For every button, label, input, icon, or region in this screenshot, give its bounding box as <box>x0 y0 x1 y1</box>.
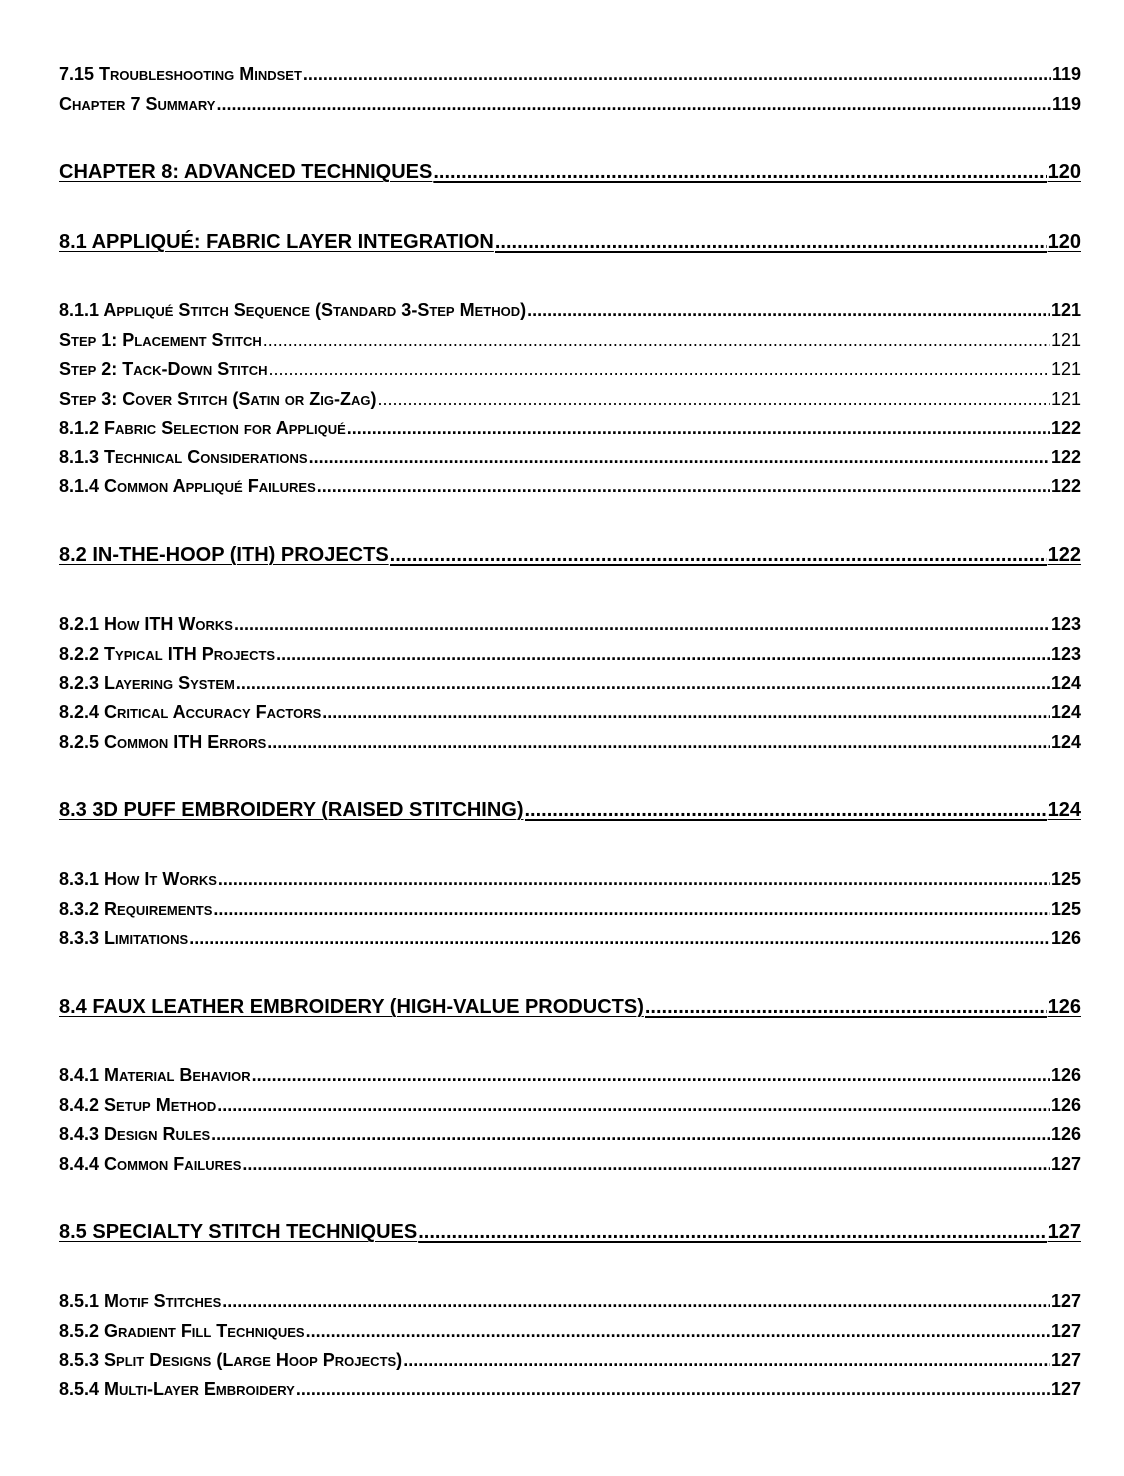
toc-entry-title: 8.5.4 Multi-Layer Embroidery <box>59 1379 295 1399</box>
toc-entry-title: 8.5.3 Split Designs (Large Hoop Projects) <box>59 1350 403 1370</box>
toc-entry <box>59 897 1081 921</box>
toc-dot-leader <box>296 1377 1050 1401</box>
toc-entry-title: Chapter 7 Summary <box>59 94 216 114</box>
toc-page-number: 123 <box>1050 614 1081 634</box>
toc-page-number: 125 <box>1050 869 1081 889</box>
toc-entry <box>59 1289 1081 1313</box>
toc-entry-title: 8.4 FAUX LEATHER EMBROIDERY (HIGH-VALUE PRODUCTS) <box>59 996 644 1018</box>
toc-entry-title: 8.2.4 Critical Accuracy Factors <box>59 702 322 722</box>
toc-entry <box>59 92 1081 116</box>
toc-dot-leader <box>525 798 1047 822</box>
toc-entry-title: 8.1.1 Appliqué Stitch Sequence (Standard 3-Step Method) <box>59 300 527 320</box>
toc-page-number: 126 <box>1050 1095 1081 1115</box>
toc-entry-title: 8.3.2 Requirements <box>59 899 213 919</box>
toc-page-number: 122 <box>1047 544 1081 566</box>
toc-entry <box>59 160 1081 184</box>
toc-entry <box>59 1152 1081 1176</box>
toc-page-number: 122 <box>1050 418 1081 438</box>
toc-entry-title: 8.1.4 Common Appliqué Failures <box>59 476 316 496</box>
toc-page-number: 127 <box>1050 1321 1081 1341</box>
toc-entry <box>59 62 1081 86</box>
toc-entry-title: 8.2 IN-THE-HOOP (ITH) PROJECTS <box>59 544 389 566</box>
toc-dot-leader <box>403 1348 1050 1372</box>
toc-entry-title: 8.4.3 Design Rules <box>59 1124 211 1144</box>
toc-entry <box>59 298 1081 322</box>
toc-entry <box>59 1220 1081 1244</box>
toc-dot-leader <box>234 612 1050 636</box>
toc-dot-leader <box>527 298 1050 322</box>
toc-entry <box>59 995 1081 1019</box>
toc-dot-leader <box>306 1319 1050 1343</box>
toc-page-number: 122 <box>1050 447 1081 467</box>
toc-dot-leader <box>252 1063 1050 1087</box>
toc-page-number: 127 <box>1050 1154 1081 1174</box>
toc-page-number: 119 <box>1051 94 1081 114</box>
toc-entry-title: 8.4.1 Material Behavior <box>59 1065 251 1085</box>
toc-entry-title: 8.2.5 Common ITH Errors <box>59 732 267 752</box>
toc-entry <box>59 445 1081 469</box>
toc-entry-title: 8.1.3 Technical Considerations <box>59 447 308 467</box>
toc-entry <box>59 1063 1081 1087</box>
toc-entry <box>59 474 1081 498</box>
toc-page-number: 120 <box>1047 161 1081 183</box>
toc-page-number: 125 <box>1050 899 1081 919</box>
toc-entry-title: 8.4.2 Setup Method <box>59 1095 217 1115</box>
toc-entry-title: 8.5.1 Motif Stitches <box>59 1291 222 1311</box>
toc-dot-leader <box>303 62 1051 86</box>
toc-entry <box>59 642 1081 666</box>
toc-dot-leader <box>242 1152 1050 1176</box>
toc-page-number: 126 <box>1050 928 1081 948</box>
toc-page-number: 126 <box>1050 1065 1081 1085</box>
toc-dot-leader <box>495 230 1047 254</box>
toc-dot-leader <box>267 730 1050 754</box>
toc-dot-leader <box>390 543 1047 567</box>
toc-entry <box>59 1093 1081 1117</box>
toc-page-number: 121 <box>1050 389 1081 409</box>
toc-dot-leader <box>317 474 1050 498</box>
toc-entry-title: 8.5.2 Gradient Fill Techniques <box>59 1321 305 1341</box>
toc-page-number: 127 <box>1050 1291 1081 1311</box>
toc-entry <box>59 612 1081 636</box>
toc-entry <box>59 357 1081 381</box>
toc-entry <box>59 230 1081 254</box>
toc-entry <box>59 730 1081 754</box>
toc-page-number: 119 <box>1051 64 1081 84</box>
toc-dot-leader <box>189 926 1050 950</box>
toc-dot-leader <box>347 416 1050 440</box>
toc-page-number: 127 <box>1050 1379 1081 1399</box>
toc-page-number: 120 <box>1047 231 1081 253</box>
toc-page-number: 121 <box>1050 359 1081 379</box>
toc-dot-leader <box>322 700 1050 724</box>
toc-entry-title: Step 2: Tack-Down Stitch <box>59 359 268 379</box>
toc-entry-title: 8.5 SPECIALTY STITCH TECHNIQUES <box>59 1221 418 1243</box>
toc-dot-leader <box>211 1122 1050 1146</box>
toc-dot-leader <box>433 160 1046 184</box>
toc-dot-leader <box>269 357 1050 381</box>
toc-entry <box>59 1319 1081 1343</box>
toc-page-number: 123 <box>1050 644 1081 664</box>
toc-dot-leader <box>276 642 1050 666</box>
toc-dot-leader <box>418 1220 1046 1244</box>
toc-entry-title: 8.2.2 Typical ITH Projects <box>59 644 276 664</box>
toc-entry <box>59 1377 1081 1401</box>
toc-dot-leader <box>236 671 1050 695</box>
toc-page-number: 124 <box>1047 799 1081 821</box>
toc-dot-leader <box>645 995 1047 1019</box>
toc-entry <box>59 867 1081 891</box>
toc-entry-title: 8.4.4 Common Failures <box>59 1154 242 1174</box>
toc-entry <box>59 926 1081 950</box>
toc-page-number: 126 <box>1047 996 1081 1018</box>
toc-entry <box>59 671 1081 695</box>
toc-page-number: 127 <box>1047 1221 1081 1243</box>
toc-entry <box>59 416 1081 440</box>
toc-dot-leader <box>218 867 1050 891</box>
toc-page-number: 124 <box>1050 673 1081 693</box>
toc-page-number: 121 <box>1050 300 1081 320</box>
toc-entry <box>59 798 1081 822</box>
toc-entry-title: 7.15 Troubleshooting Mindset <box>59 64 302 84</box>
toc-dot-leader <box>377 387 1049 411</box>
toc-entry-title: CHAPTER 8: ADVANCED TECHNIQUES <box>59 161 433 183</box>
toc-entry <box>59 1348 1081 1372</box>
toc-page-number: 127 <box>1050 1350 1081 1370</box>
toc-dot-leader <box>216 92 1050 116</box>
toc-entry <box>59 700 1081 724</box>
toc-entry-title: 8.1.2 Fabric Selection for Appliqué <box>59 418 346 438</box>
toc-dot-leader <box>213 897 1050 921</box>
toc-entry <box>59 328 1081 352</box>
toc-page-number: 126 <box>1050 1124 1081 1144</box>
toc-entry-title: 8.1 APPLIQUÉ: FABRIC LAYER INTEGRATION <box>59 231 494 253</box>
toc-entry-title: 8.2.1 How ITH Works <box>59 614 233 634</box>
toc-dot-leader <box>263 328 1050 352</box>
toc-page-number: 122 <box>1050 476 1081 496</box>
toc-entry <box>59 1122 1081 1146</box>
toc-entry <box>59 387 1081 411</box>
toc-entry-title: Step 3: Cover Stitch (Satin or Zig-Zag) <box>59 389 377 409</box>
toc-page-number: 124 <box>1050 702 1081 722</box>
toc-entry-title: 8.2.3 Layering System <box>59 673 235 693</box>
toc-dot-leader <box>309 445 1050 469</box>
toc-entry-title: 8.3.3 Limitations <box>59 928 189 948</box>
toc-entry-title: 8.3 3D PUFF EMBROIDERY (RAISED STITCHING) <box>59 799 524 821</box>
toc-page-number: 121 <box>1050 330 1081 350</box>
toc-entry <box>59 543 1081 567</box>
toc-page-number: 124 <box>1050 732 1081 752</box>
toc-entry-title: Step 1: Placement Stitch <box>59 330 262 350</box>
toc-dot-leader <box>222 1289 1050 1313</box>
toc-dot-leader <box>217 1093 1050 1117</box>
toc-entry-title: 8.3.1 How It Works <box>59 869 217 889</box>
